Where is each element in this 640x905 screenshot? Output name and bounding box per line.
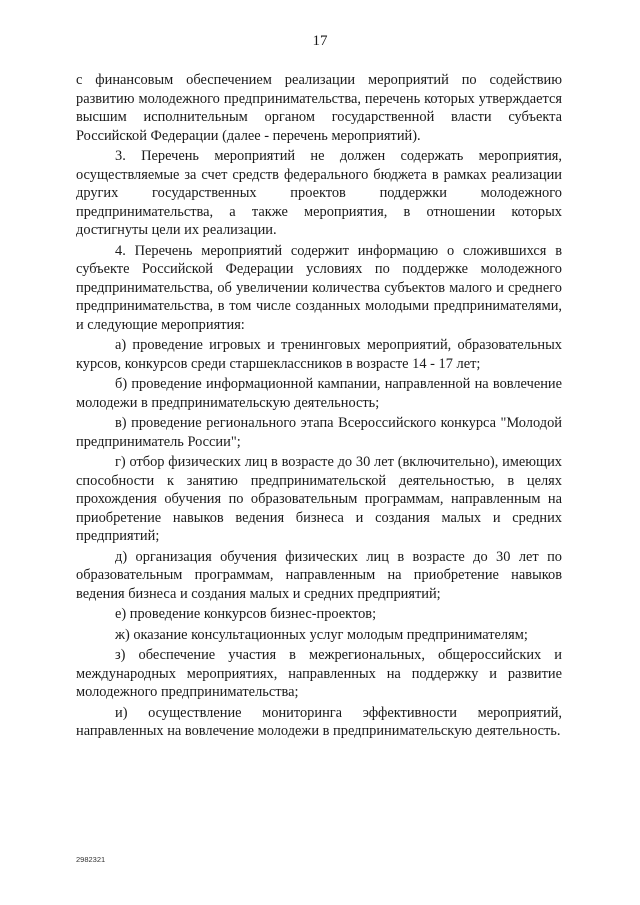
paragraph-item-3: 3. Перечень мероприятий не должен содержать мероприятия, осуществляемые за счет средств федерального бюджета в рамках реализации других государственных проектов поддержки молодежного предпринимательства, а также мероприятия, в отношении которых достигнуты цели их реализации. xyxy=(76,148,562,238)
document-body xyxy=(76,71,562,743)
list-item-d: д) организация обучения физических лиц в возрасте до 30 лет по образовательным программам, направленным на приобретение навыков ведения бизнеса и создания малых и средних предприятий; xyxy=(76,548,562,602)
list-item-zh: ж) оказание консультационных услуг молодым предпринимателям; xyxy=(115,626,528,643)
paragraph-continuation: с финансовым обеспечением реализации мероприятий по содействию развитию молодежного предпринимательства, перечень которых утверждается высшим исполнительным органом государственной власти субъекта Российской Федерации (далее - перечень мероприятий). xyxy=(76,72,562,144)
document-id: 2982321 xyxy=(76,855,106,864)
page-number: 17 xyxy=(312,33,328,49)
list-item-g: г) отбор физических лиц в возрасте до 30 лет (включительно), имеющих способности к занятию предпринимательской деятельностью, в целях прохождения обучения по образовательным программам, направленным на приобретение навыков ведения бизнеса и создания малых и средних предприятий; xyxy=(76,454,562,544)
list-item-v: в) проведение регионального этапа Всероссийского конкурса "Молодой предприниматель России"; xyxy=(76,415,562,450)
list-item-i: и) осуществление мониторинга эффективности мероприятий, направленных на вовлечение молодежи в предпринимательскую деятельность. xyxy=(76,704,562,739)
list-item-e: е) проведение конкурсов бизнес-проектов; xyxy=(115,606,377,622)
list-item-a: а) проведение игровых и тренинговых мероприятий, образовательных курсов, конкурсов среди старшеклассников в возрасте 14 - 17 лет; xyxy=(76,337,562,372)
list-item-z: з) обеспечение участия в межрегиональных, общероссийских и международных мероприятиях, направленных на поддержку и развитие молодежного предпринимательства; xyxy=(76,647,562,700)
paragraph-item-4: 4. Перечень мероприятий содержит информацию о сложившихся в субъекте Российской Федерации условиях по поддержке молодежного предпринимательства, об увеличении количества субъектов малого и среднего предпринимательства, в том числе созданных молодыми предпринимателями, и следующие мероприятия: xyxy=(76,242,562,333)
list-item-b: б) проведение информационной кампании, направленной на вовлечение молодежи в предпринимательскую деятельность; xyxy=(76,376,562,411)
